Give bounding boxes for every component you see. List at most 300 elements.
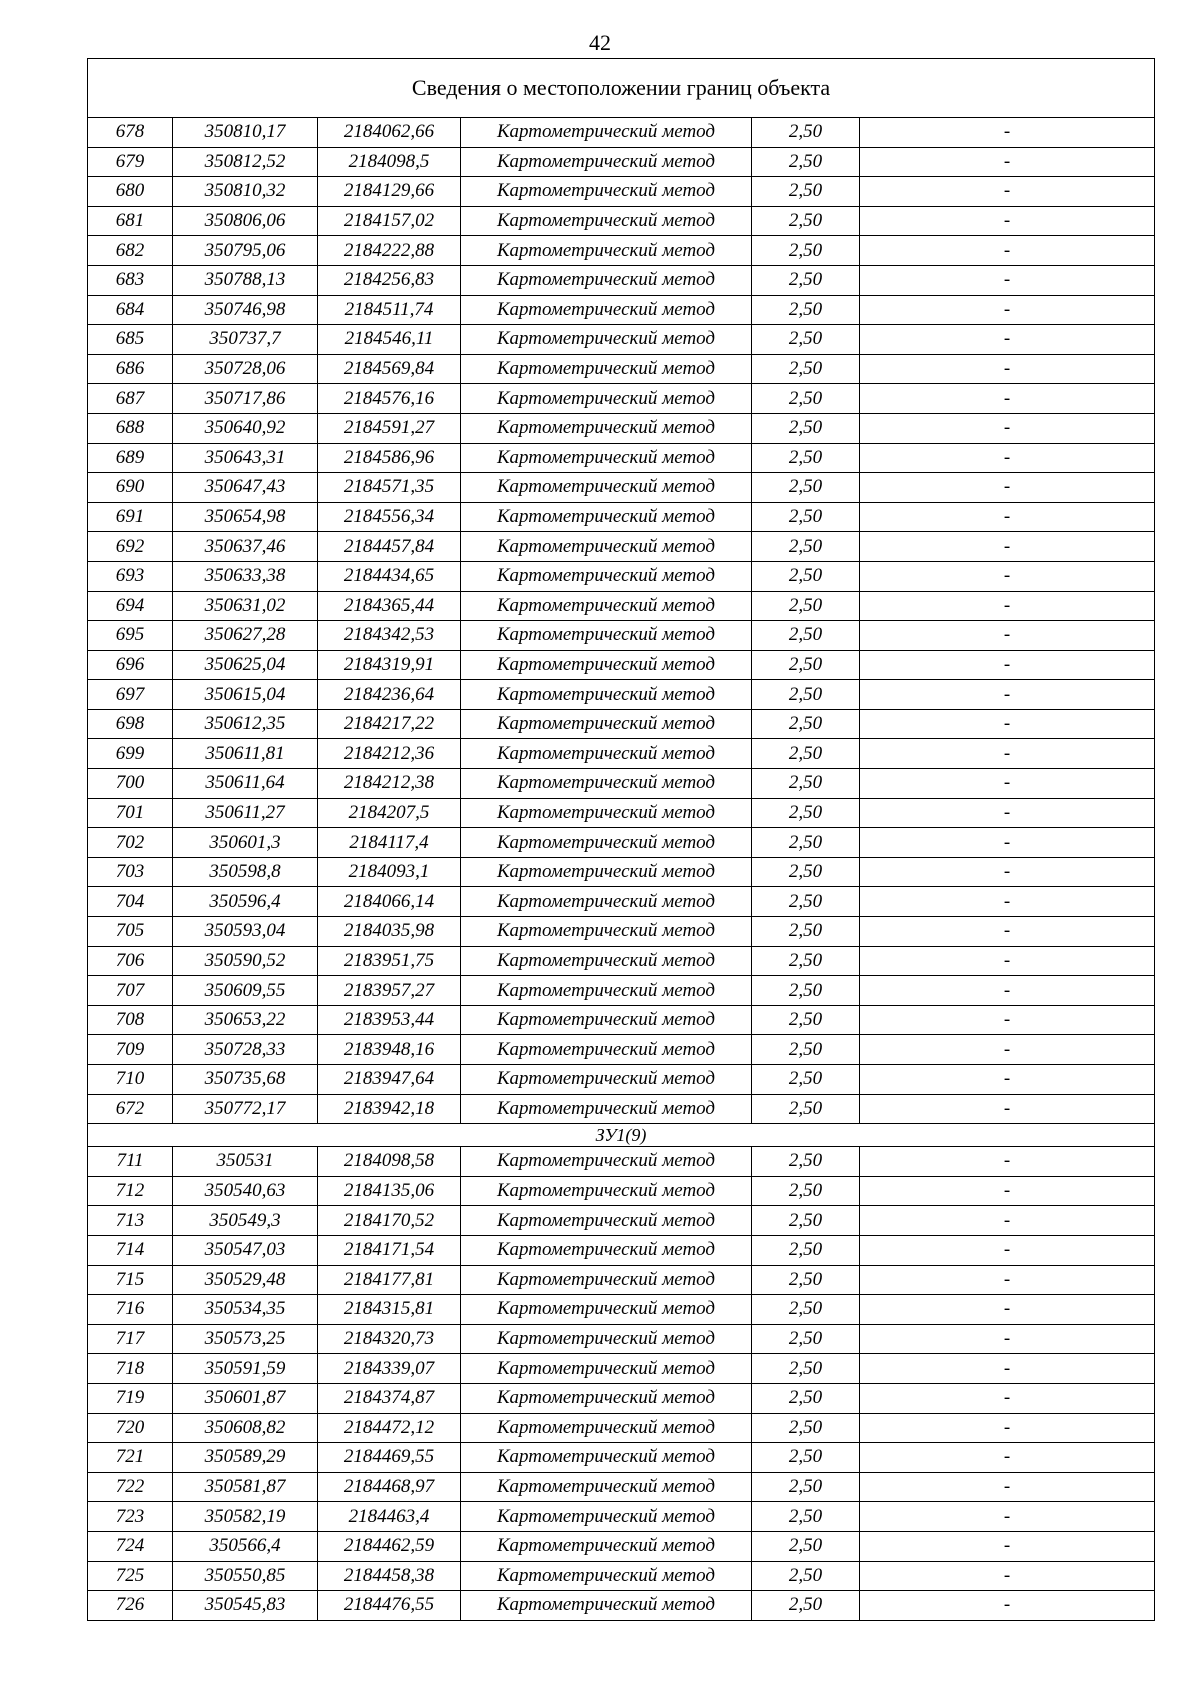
method-cell: Картометрический метод [461,1531,752,1561]
description-cell: - [860,236,1155,266]
description-cell: - [860,502,1155,532]
accuracy-cell: 2,50 [752,1035,860,1065]
point-number-cell: 705 [88,917,173,947]
y-coordinate-cell: 2184129,66 [318,177,461,207]
accuracy-cell: 2,50 [752,1065,860,1095]
point-number-cell: 714 [88,1235,173,1265]
description-cell: - [860,1443,1155,1473]
table-row [88,1531,1155,1561]
method-cell: Картометрический метод [461,1591,752,1621]
table-row [88,561,1155,591]
table-row [88,354,1155,384]
table-row [88,1235,1155,1265]
description-cell: - [860,1472,1155,1502]
accuracy-cell: 2,50 [752,1235,860,1265]
y-coordinate-cell: 2184093,1 [318,857,461,887]
point-number-cell: 697 [88,680,173,710]
method-cell: Картометрический метод [461,887,752,917]
description-cell: - [860,147,1155,177]
description-cell: - [860,946,1155,976]
point-number-cell: 693 [88,561,173,591]
method-cell: Картометрический метод [461,354,752,384]
method-cell: Картометрический метод [461,917,752,947]
description-cell: - [860,1324,1155,1354]
point-number-cell: 692 [88,532,173,562]
description-cell: - [860,206,1155,236]
point-number-cell: 721 [88,1443,173,1473]
point-number-cell: 709 [88,1035,173,1065]
method-cell: Картометрический метод [461,1502,752,1532]
method-cell: Картометрический метод [461,384,752,414]
table-row [88,946,1155,976]
accuracy-cell: 2,50 [752,1531,860,1561]
accuracy-cell: 2,50 [752,798,860,828]
method-cell: Картометрический метод [461,591,752,621]
y-coordinate-cell: 2184511,74 [318,295,461,325]
method-cell: Картометрический метод [461,946,752,976]
method-cell: Картометрический метод [461,1443,752,1473]
accuracy-cell: 2,50 [752,532,860,562]
point-number-cell: 724 [88,1531,173,1561]
accuracy-cell: 2,50 [752,1561,860,1591]
description-cell: - [860,443,1155,473]
point-number-cell: 696 [88,650,173,680]
x-coordinate-cell: 350735,68 [173,1065,318,1095]
accuracy-cell: 2,50 [752,206,860,236]
y-coordinate-cell: 2184098,5 [318,147,461,177]
accuracy-cell: 2,50 [752,769,860,799]
description-cell: - [860,1502,1155,1532]
accuracy-cell: 2,50 [752,177,860,207]
table-row [88,680,1155,710]
table-row [88,1094,1155,1124]
method-cell: Картометрический метод [461,473,752,503]
table-row [88,1443,1155,1473]
description-cell: - [860,621,1155,651]
point-number-cell: 694 [88,591,173,621]
accuracy-cell: 2,50 [752,502,860,532]
accuracy-cell: 2,50 [752,1472,860,1502]
accuracy-cell: 2,50 [752,1265,860,1295]
y-coordinate-cell: 2184171,54 [318,1235,461,1265]
y-coordinate-cell: 2184035,98 [318,917,461,947]
accuracy-cell: 2,50 [752,325,860,355]
x-coordinate-cell: 350631,02 [173,591,318,621]
accuracy-cell: 2,50 [752,1147,860,1177]
table-row [88,1147,1155,1177]
point-number-cell: 708 [88,1005,173,1035]
point-number-cell: 702 [88,828,173,858]
description-cell: - [860,1354,1155,1384]
accuracy-cell: 2,50 [752,147,860,177]
point-number-cell: 687 [88,384,173,414]
y-coordinate-cell: 2184458,38 [318,1561,461,1591]
description-cell: - [860,680,1155,710]
x-coordinate-cell: 350772,17 [173,1094,318,1124]
y-coordinate-cell: 2184374,87 [318,1383,461,1413]
accuracy-cell: 2,50 [752,354,860,384]
description-cell: - [860,591,1155,621]
method-cell: Картометрический метод [461,561,752,591]
x-coordinate-cell: 350609,55 [173,976,318,1006]
method-cell: Картометрический метод [461,1065,752,1095]
point-number-cell: 695 [88,621,173,651]
method-cell: Картометрический метод [461,769,752,799]
x-coordinate-cell: 350549,3 [173,1206,318,1236]
method-cell: Картометрический метод [461,532,752,562]
description-cell: - [860,1176,1155,1206]
table-row [88,1065,1155,1095]
x-coordinate-cell: 350529,48 [173,1265,318,1295]
description-cell: - [860,1065,1155,1095]
accuracy-cell: 2,50 [752,295,860,325]
table-row [88,769,1155,799]
x-coordinate-cell: 350573,25 [173,1324,318,1354]
method-cell: Картометрический метод [461,1094,752,1124]
x-coordinate-cell: 350611,27 [173,798,318,828]
x-coordinate-cell: 350788,13 [173,265,318,295]
point-number-cell: 685 [88,325,173,355]
accuracy-cell: 2,50 [752,828,860,858]
method-cell: Картометрический метод [461,118,752,148]
point-number-cell: 672 [88,1094,173,1124]
description-cell: - [860,295,1155,325]
point-number-cell: 688 [88,413,173,443]
description-cell: - [860,709,1155,739]
x-coordinate-cell: 350601,3 [173,828,318,858]
description-cell: - [860,769,1155,799]
method-cell: Картометрический метод [461,1472,752,1502]
y-coordinate-cell: 2184469,55 [318,1443,461,1473]
y-coordinate-cell: 2184546,11 [318,325,461,355]
y-coordinate-cell: 2184157,02 [318,206,461,236]
table-row [88,917,1155,947]
method-cell: Картометрический метод [461,206,752,236]
x-coordinate-cell: 350627,28 [173,621,318,651]
description-cell: - [860,1413,1155,1443]
table-row [88,532,1155,562]
point-number-cell: 682 [88,236,173,266]
table-row [88,295,1155,325]
accuracy-cell: 2,50 [752,857,860,887]
accuracy-cell: 2,50 [752,236,860,266]
accuracy-cell: 2,50 [752,680,860,710]
accuracy-cell: 2,50 [752,1206,860,1236]
x-coordinate-cell: 350566,4 [173,1531,318,1561]
point-number-cell: 679 [88,147,173,177]
point-number-cell: 698 [88,709,173,739]
table-row [88,591,1155,621]
y-coordinate-cell: 2184576,16 [318,384,461,414]
y-coordinate-cell: 2184569,84 [318,354,461,384]
point-number-cell: 710 [88,1065,173,1095]
table-row [88,650,1155,680]
x-coordinate-cell: 350590,52 [173,946,318,976]
table-row [88,976,1155,1006]
boundary-coordinates-table [87,58,1155,1621]
method-cell: Картометрический метод [461,1413,752,1443]
method-cell: Картометрический метод [461,1561,752,1591]
table-row [88,1561,1155,1591]
table-body [88,59,1155,1621]
point-number-cell: 723 [88,1502,173,1532]
table-row [88,325,1155,355]
point-number-cell: 699 [88,739,173,769]
table-row [88,857,1155,887]
method-cell: Картометрический метод [461,1295,752,1325]
section-row [88,1124,1155,1147]
accuracy-cell: 2,50 [752,591,860,621]
y-coordinate-cell: 2184062,66 [318,118,461,148]
table-row [88,1295,1155,1325]
description-cell: - [860,857,1155,887]
table-row [88,147,1155,177]
table-row [88,828,1155,858]
method-cell: Картометрический метод [461,325,752,355]
point-number-cell: 700 [88,769,173,799]
table-row [88,177,1155,207]
method-cell: Картометрический метод [461,680,752,710]
accuracy-cell: 2,50 [752,1094,860,1124]
table-row [88,1324,1155,1354]
y-coordinate-cell: 2184207,5 [318,798,461,828]
method-cell: Картометрический метод [461,295,752,325]
y-coordinate-cell: 2184170,52 [318,1206,461,1236]
x-coordinate-cell: 350633,38 [173,561,318,591]
description-cell: - [860,1591,1155,1621]
description-cell: - [860,798,1155,828]
accuracy-cell: 2,50 [752,265,860,295]
point-number-cell: 712 [88,1176,173,1206]
method-cell: Картометрический метод [461,709,752,739]
point-number-cell: 706 [88,946,173,976]
y-coordinate-cell: 2184468,97 [318,1472,461,1502]
x-coordinate-cell: 350608,82 [173,1413,318,1443]
y-coordinate-cell: 2184117,4 [318,828,461,858]
x-coordinate-cell: 350596,4 [173,887,318,917]
point-number-cell: 701 [88,798,173,828]
accuracy-cell: 2,50 [752,621,860,651]
x-coordinate-cell: 350601,87 [173,1383,318,1413]
y-coordinate-cell: 2184476,55 [318,1591,461,1621]
description-cell: - [860,1094,1155,1124]
x-coordinate-cell: 350746,98 [173,295,318,325]
x-coordinate-cell: 350654,98 [173,502,318,532]
table-title-row [88,59,1155,118]
table-row [88,1035,1155,1065]
accuracy-cell: 2,50 [752,1176,860,1206]
method-cell: Картометрический метод [461,1176,752,1206]
table-row [88,798,1155,828]
x-coordinate-cell: 350810,32 [173,177,318,207]
x-coordinate-cell: 350812,52 [173,147,318,177]
accuracy-cell: 2,50 [752,1324,860,1354]
description-cell: - [860,1005,1155,1035]
accuracy-cell: 2,50 [752,413,860,443]
method-cell: Картометрический метод [461,1354,752,1384]
table-row [88,887,1155,917]
accuracy-cell: 2,50 [752,1295,860,1325]
method-cell: Картометрический метод [461,1235,752,1265]
accuracy-cell: 2,50 [752,473,860,503]
x-coordinate-cell: 350534,35 [173,1295,318,1325]
table-row [88,1413,1155,1443]
description-cell: - [860,1295,1155,1325]
description-cell: - [860,265,1155,295]
x-coordinate-cell: 350550,85 [173,1561,318,1591]
point-number-cell: 683 [88,265,173,295]
description-cell: - [860,532,1155,562]
method-cell: Картометрический метод [461,976,752,1006]
y-coordinate-cell: 2184177,81 [318,1265,461,1295]
description-cell: - [860,325,1155,355]
y-coordinate-cell: 2184212,38 [318,769,461,799]
method-cell: Картометрический метод [461,1035,752,1065]
method-cell: Картометрический метод [461,650,752,680]
point-number-cell: 717 [88,1324,173,1354]
x-coordinate-cell: 350640,92 [173,413,318,443]
description-cell: - [860,384,1155,414]
description-cell: - [860,1206,1155,1236]
method-cell: Картометрический метод [461,1206,752,1236]
point-number-cell: 726 [88,1591,173,1621]
x-coordinate-cell: 350611,81 [173,739,318,769]
y-coordinate-cell: 2183942,18 [318,1094,461,1124]
point-number-cell: 678 [88,118,173,148]
x-coordinate-cell: 350728,33 [173,1035,318,1065]
accuracy-cell: 2,50 [752,443,860,473]
y-coordinate-cell: 2184463,4 [318,1502,461,1532]
page-number: 42 [589,30,611,55]
x-coordinate-cell: 350589,29 [173,1443,318,1473]
point-number-cell: 684 [88,295,173,325]
y-coordinate-cell: 2183953,44 [318,1005,461,1035]
description-cell: - [860,1147,1155,1177]
point-number-cell: 680 [88,177,173,207]
table-row [88,1005,1155,1035]
x-coordinate-cell: 350737,7 [173,325,318,355]
x-coordinate-cell: 350547,03 [173,1235,318,1265]
point-number-cell: 719 [88,1383,173,1413]
x-coordinate-cell: 350717,86 [173,384,318,414]
y-coordinate-cell: 2184315,81 [318,1295,461,1325]
table-title: Сведения о местоположении границ объекта [88,59,1155,118]
y-coordinate-cell: 2184236,64 [318,680,461,710]
point-number-cell: 725 [88,1561,173,1591]
description-cell: - [860,887,1155,917]
accuracy-cell: 2,50 [752,561,860,591]
description-cell: - [860,413,1155,443]
point-number-cell: 720 [88,1413,173,1443]
y-coordinate-cell: 2184339,07 [318,1354,461,1384]
y-coordinate-cell: 2184556,34 [318,502,461,532]
method-cell: Картометрический метод [461,147,752,177]
accuracy-cell: 2,50 [752,739,860,769]
method-cell: Картометрический метод [461,798,752,828]
table-row [88,1265,1155,1295]
point-number-cell: 691 [88,502,173,532]
x-coordinate-cell: 350540,63 [173,1176,318,1206]
accuracy-cell: 2,50 [752,650,860,680]
accuracy-cell: 2,50 [752,118,860,148]
description-cell: - [860,1035,1155,1065]
table-row [88,1206,1155,1236]
x-coordinate-cell: 350581,87 [173,1472,318,1502]
point-number-cell: 722 [88,1472,173,1502]
method-cell: Картометрический метод [461,739,752,769]
table-row [88,621,1155,651]
x-coordinate-cell: 350810,17 [173,118,318,148]
table-row [88,206,1155,236]
x-coordinate-cell: 350625,04 [173,650,318,680]
table-row [88,1176,1155,1206]
x-coordinate-cell: 350795,06 [173,236,318,266]
point-number-cell: 711 [88,1147,173,1177]
accuracy-cell: 2,50 [752,1443,860,1473]
method-cell: Картометрический метод [461,177,752,207]
y-coordinate-cell: 2184212,36 [318,739,461,769]
table-row [88,118,1155,148]
description-cell: - [860,828,1155,858]
y-coordinate-cell: 2184342,53 [318,621,461,651]
y-coordinate-cell: 2183948,16 [318,1035,461,1065]
point-number-cell: 718 [88,1354,173,1384]
description-cell: - [860,976,1155,1006]
point-number-cell: 690 [88,473,173,503]
table-row [88,1502,1155,1532]
y-coordinate-cell: 2184571,35 [318,473,461,503]
method-cell: Картометрический метод [461,413,752,443]
y-coordinate-cell: 2184365,44 [318,591,461,621]
accuracy-cell: 2,50 [752,887,860,917]
y-coordinate-cell: 2184472,12 [318,1413,461,1443]
description-cell: - [860,1265,1155,1295]
table-row [88,709,1155,739]
accuracy-cell: 2,50 [752,976,860,1006]
y-coordinate-cell: 2184320,73 [318,1324,461,1354]
method-cell: Картометрический метод [461,857,752,887]
accuracy-cell: 2,50 [752,384,860,414]
table-row [88,1591,1155,1621]
description-cell: - [860,917,1155,947]
point-number-cell: 689 [88,443,173,473]
y-coordinate-cell: 2184135,06 [318,1176,461,1206]
x-coordinate-cell: 350611,64 [173,769,318,799]
point-number-cell: 707 [88,976,173,1006]
y-coordinate-cell: 2184462,59 [318,1531,461,1561]
point-number-cell: 686 [88,354,173,384]
y-coordinate-cell: 2184256,83 [318,265,461,295]
table-row [88,473,1155,503]
table-row [88,413,1155,443]
y-coordinate-cell: 2184222,88 [318,236,461,266]
y-coordinate-cell: 2184434,65 [318,561,461,591]
accuracy-cell: 2,50 [752,946,860,976]
y-coordinate-cell: 2184319,91 [318,650,461,680]
table-row [88,502,1155,532]
method-cell: Картометрический метод [461,1265,752,1295]
x-coordinate-cell: 350545,83 [173,1591,318,1621]
point-number-cell: 716 [88,1295,173,1325]
description-cell: - [860,177,1155,207]
x-coordinate-cell: 350647,43 [173,473,318,503]
x-coordinate-cell: 350728,06 [173,354,318,384]
description-cell: - [860,739,1155,769]
x-coordinate-cell: 350643,31 [173,443,318,473]
description-cell: - [860,1383,1155,1413]
section-label: ЗУ1(9) [88,1124,1155,1147]
y-coordinate-cell: 2183951,75 [318,946,461,976]
